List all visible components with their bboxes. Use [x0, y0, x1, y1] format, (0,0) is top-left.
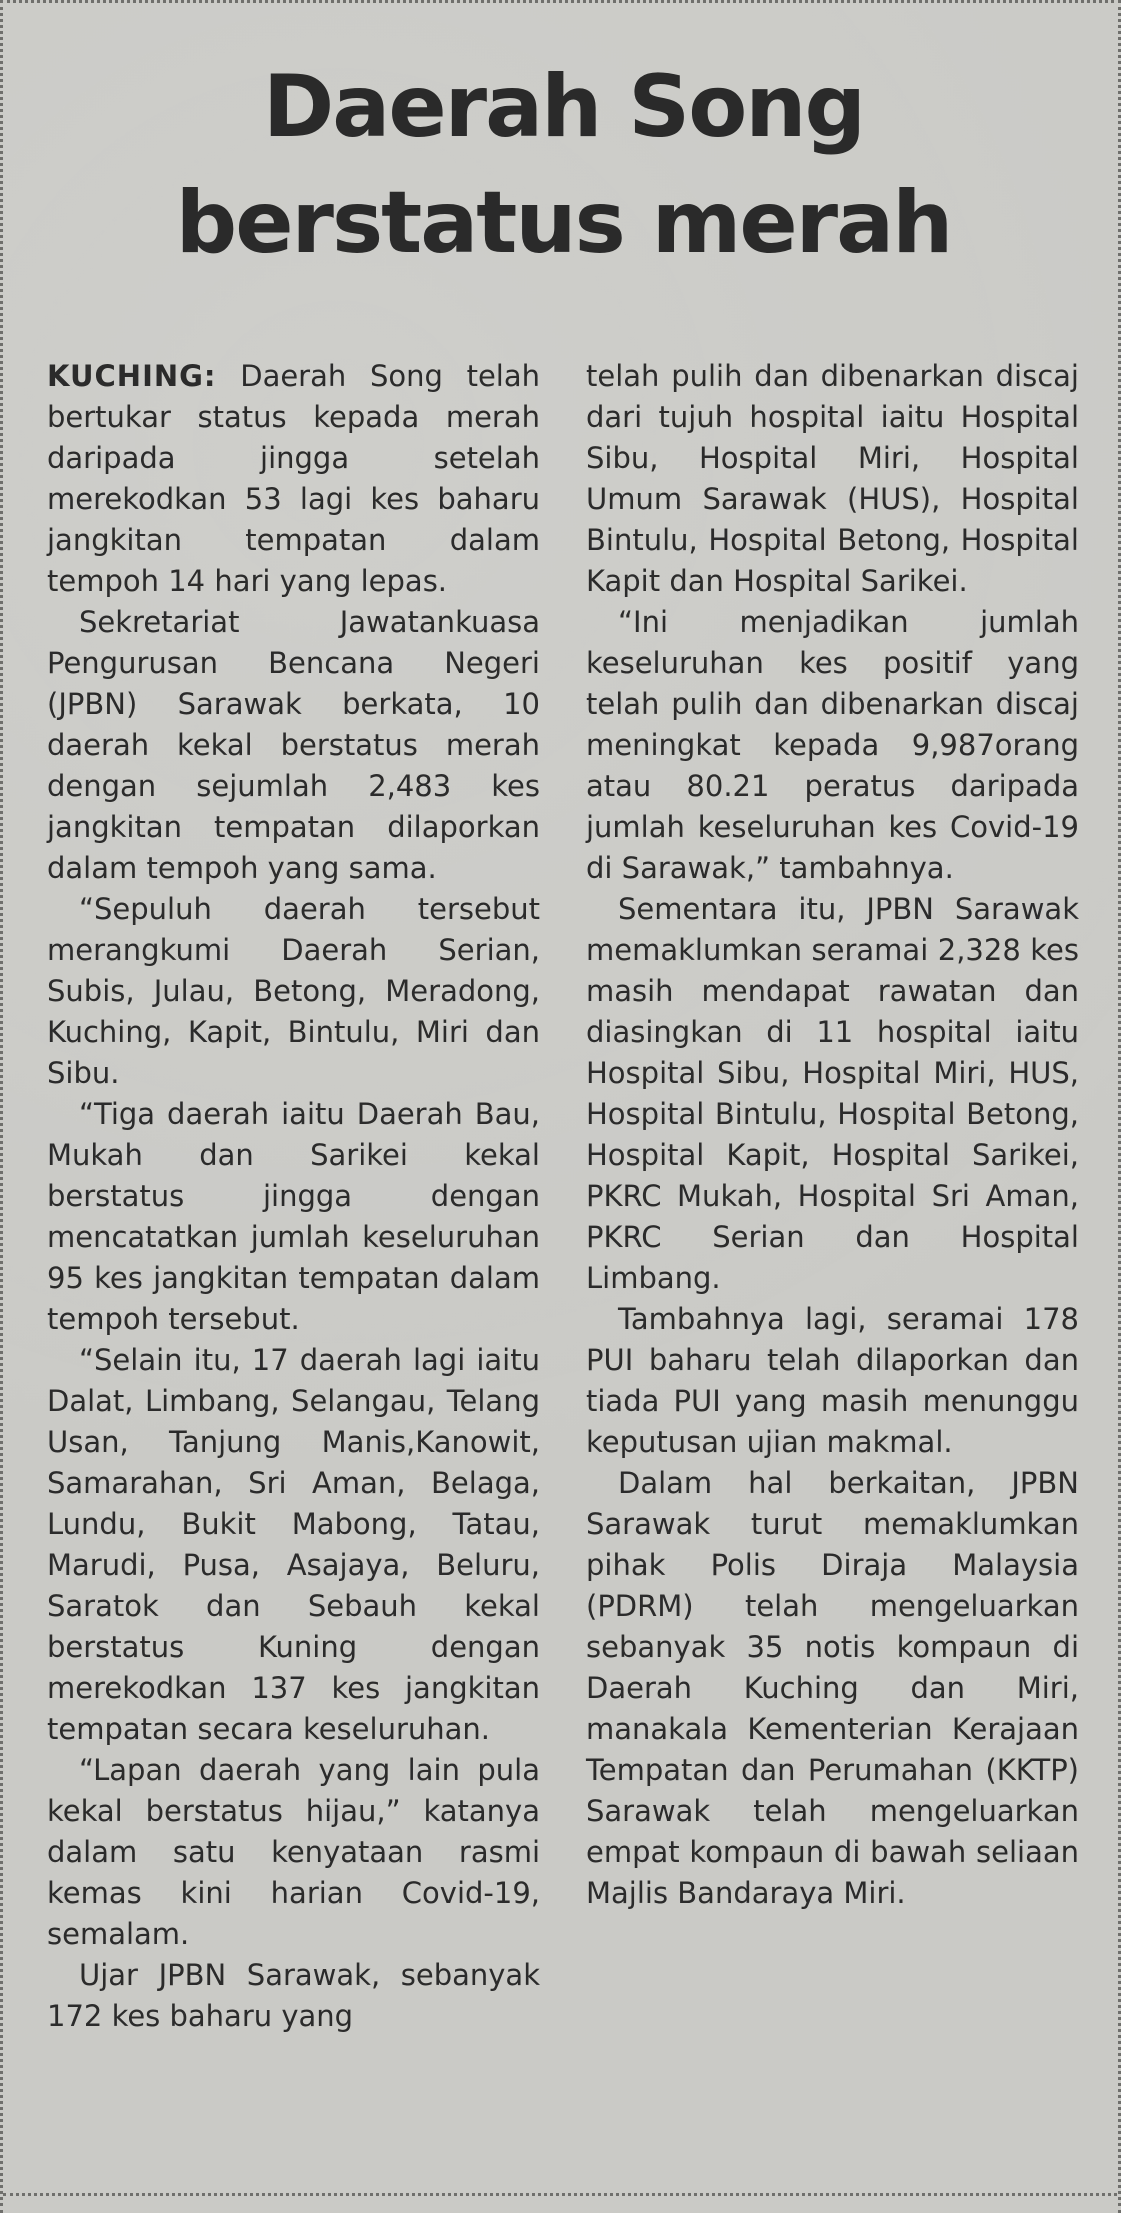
- paragraph: Sementara itu, JPBN Sarawak memaklumkan seramai 2,328 kes masih mendapat rawatan dan diasingkan di 11 hospital iaitu Hospital Sibu, Hospital Miri, HUS, Hospital Bintulu, Hospital Betong, Hospital Kapit, Hospital Sarikei, PKRC Mukah, Hospital Sri Aman, PKRC Serian dan Hospital Limbang.: [586, 892, 1079, 1295]
- headline-line-2: berstatus merah: [175, 173, 952, 273]
- article-column-right: [586, 356, 1079, 1914]
- paragraph: Dalam hal berkaitan, JPBN Sarawak turut memaklumkan pihak Polis Diraja Malaysia (PDRM) telah mengeluarkan sebanyak 35 notis kompaun di Daerah Kuching dan Miri, manakala Kementerian Kerajaan Tempatan dan Perumahan (KKTP) Sarawak telah mengeluarkan empat kompaun di bawah seliaan Majlis Bandaraya Miri.: [586, 1466, 1079, 1910]
- paragraph: Ujar JPBN Sarawak, sebanyak 172 kes baharu yang: [47, 1958, 540, 2033]
- clipping-bottom-edge: [3, 2193, 1121, 2196]
- dateline: KUCHING:: [47, 359, 217, 393]
- paragraph: “Lapan daerah yang lain pula kekal berstatus hijau,” katanya dalam satu kenyataan rasmi kemas kini harian Covid-19, semalam.: [47, 1753, 540, 1951]
- paragraph: [47, 356, 540, 602]
- paragraph: Tambahnya lagi, seramai 178 PUI baharu telah dilaporkan dan tiada PUI yang masih menunggu keputusan ujian makmal.: [586, 1302, 1079, 1459]
- paragraph: “Selain itu, 17 daerah lagi iaitu Dalat, Limbang, Selangau, Telang Usan, Tanjung Manis,Kanowit, Samarahan, Sri Aman, Belaga, Lundu, Bukit Mabong, Tatau, Marudi, Pusa, Asajaya, Beluru, Saratok dan Sebauh kekal berstatus Kuning dengan merekodkan 137 kes jangkitan tempatan secara keseluruhan.: [47, 1343, 540, 1746]
- paragraph: “Ini menjadikan jumlah keseluruhan kes positif yang telah pulih dan dibenarkan discaj meningkat kepada 9,987orang atau 80.21 peratus daripada jumlah keseluruhan kes Covid-19 di Sarawak,” tambahnya.: [586, 605, 1079, 885]
- headline-line-1: Daerah Song: [262, 57, 865, 157]
- paragraph: “Sepuluh daerah tersebut merangkumi Daerah Serian, Subis, Julau, Betong, Meradong, Kuching, Kapit, Bintulu, Miri dan Sibu.: [47, 892, 540, 1090]
- paragraph: Sekretariat Jawatankuasa Pengurusan Bencana Negeri (JPBN) Sarawak berkata, 10 daerah kekal berstatus merah dengan sejumlah 2,483 kes jangkitan tempatan dilaporkan dalam tempoh yang sama.: [47, 605, 540, 885]
- paragraph: “Tiga daerah iaitu Daerah Bau, Mukah dan Sarikei kekal berstatus jingga dengan mencatatkan jumlah keseluruhan 95 kes jangkitan tempatan dalam tempoh tersebut.: [47, 1097, 540, 1336]
- paragraph-text: Daerah Song telah bertukar status kepada merah daripada jingga setelah merekodkan 53 lagi kes baharu jangkitan tempatan dalam tempoh 14 hari yang lepas.: [47, 359, 540, 598]
- article-column-left: [47, 356, 540, 2037]
- paragraph: telah pulih dan dibenarkan discaj dari tujuh hospital iaitu Hospital Sibu, Hospital Miri, Hospital Umum Sarawak (HUS), Hospital Bintulu, Hospital Betong, Hospital Kapit dan Hospital Sarikei.: [586, 359, 1079, 598]
